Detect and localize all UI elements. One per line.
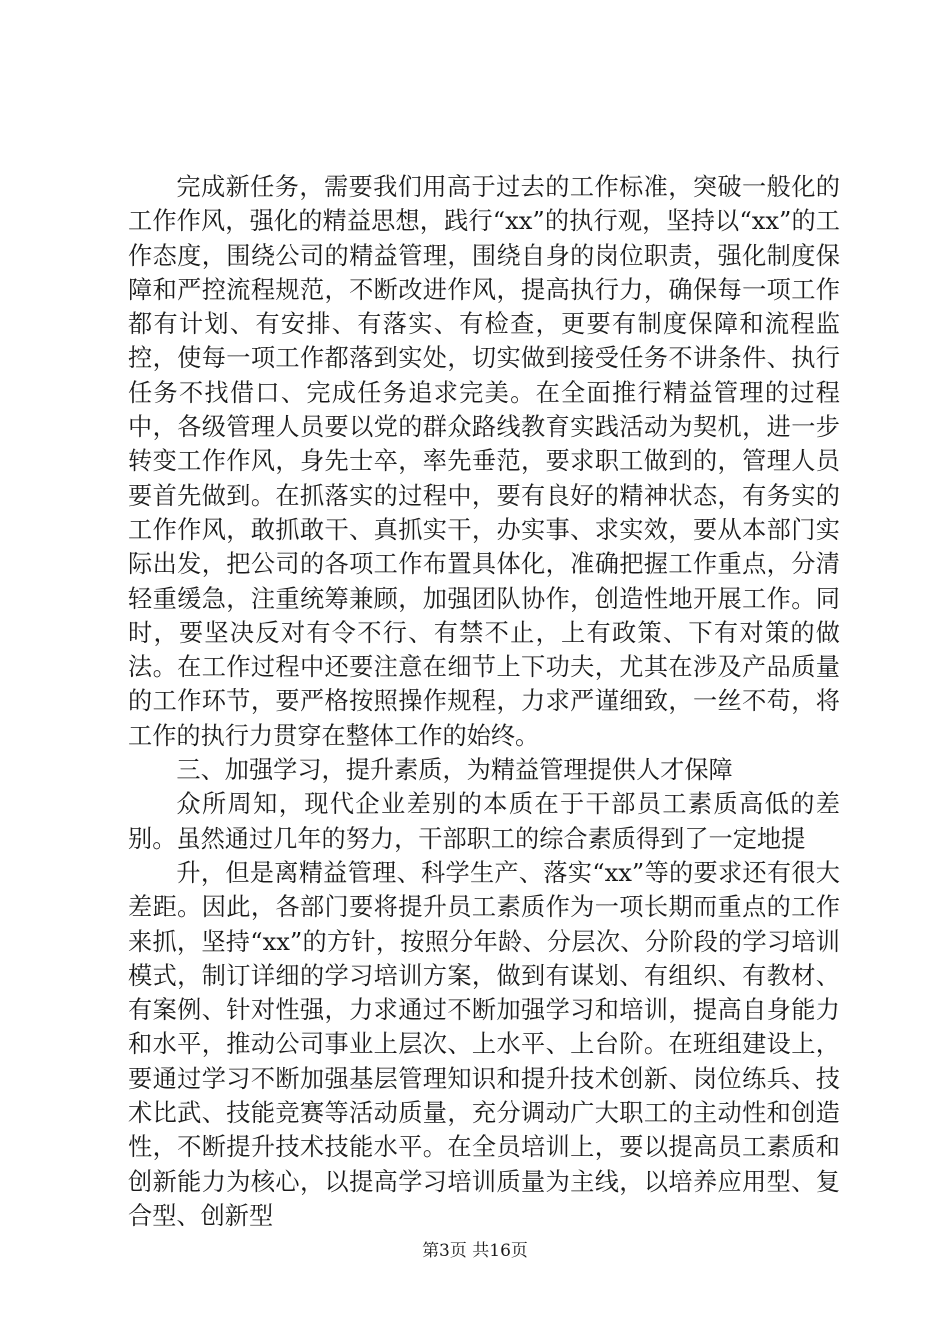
document-body [128, 170, 840, 1233]
section-heading-learning: 三、加强学习，提升素质，为精益管理提供人才保障 [176, 756, 733, 785]
paragraph-training: 升，但是离精益管理、科学生产、落实“xx”等的要求还有很大差距。因此，各部门要将提升员工素质作为一项长期而重点的工作来抓，坚持“xx”的方针，按照分年龄、分层次、分阶段的学习培训模式，制订详细的学习培训方案，做到有谋划、有组织、有教材、有案例、针对性强，力求通过不断加强学习和培训，提高自身能力和水平，推动公司事业上层次、上水平、上台阶。在班组建设上，要通过学习不断加强基层管理知识和提升技术创新、岗位练兵、技术比武、技能竞赛等活动质量，充分调动广大职工的主动性和创造性，不断提升技术技能水平。在全员培训上，要以提高员工素质和创新能力为核心，以提高学习培训质量为主线，以培养应用型、复合型、创新型 [128, 858, 840, 1230]
page-number-footer: 第3页 共16页 [422, 1241, 528, 1261]
paragraph-execution: 完成新任务，需要我们用高于过去的工作标准，突破一般化的工作作风，强化的精益思想，践行“xx”的执行观，坚持以“xx”的工作态度，围绕公司的精益管理，围绕自身的岗位职责，强化制度保障和严控流程规范，不断改进作风，提高执行力，确保每一项工作都有计划、有安排、有落实、有检查，更要有制度保障和流程监控，使每一项工作都落到实处，切实做到接受任务不讲条件、执行任务不找借口、完成任务追求完美。在全面推行精益管理的过程中，各级管理人员要以党的群众路线教育实践活动为契机，进一步转变工作作风，身先士卒，率先垂范，要求职工做到的，管理人员要首先做到。在抓落实的过程中，要有良好的精神状态，有务实的工作作风，敢抓敢干、真抓实干，办实事、求实效，要从本部门实际出发，把公司的各项工作布置具体化，准确把握工作重点，分清轻重缓急，注重统筹兼顾，加强团队协作，创造性地开展工作。同时，要坚决反对有令不行、有禁不止，上有政策、下有对策的做法。在工作过程中还要注意在细节上下功夫，尤其在涉及产品质量的工作环节，要严格按照操作规程，力求严谨细致，一丝不苟，将工作的执行力贯穿在整体工作的始终。 [128, 173, 840, 750]
paragraph-staff-quality: 众所周知，现代企业差别的本质在于干部员工素质高低的差别。虽然通过几年的努力，干部职工的综合素质得到了一定地提 [128, 790, 840, 853]
